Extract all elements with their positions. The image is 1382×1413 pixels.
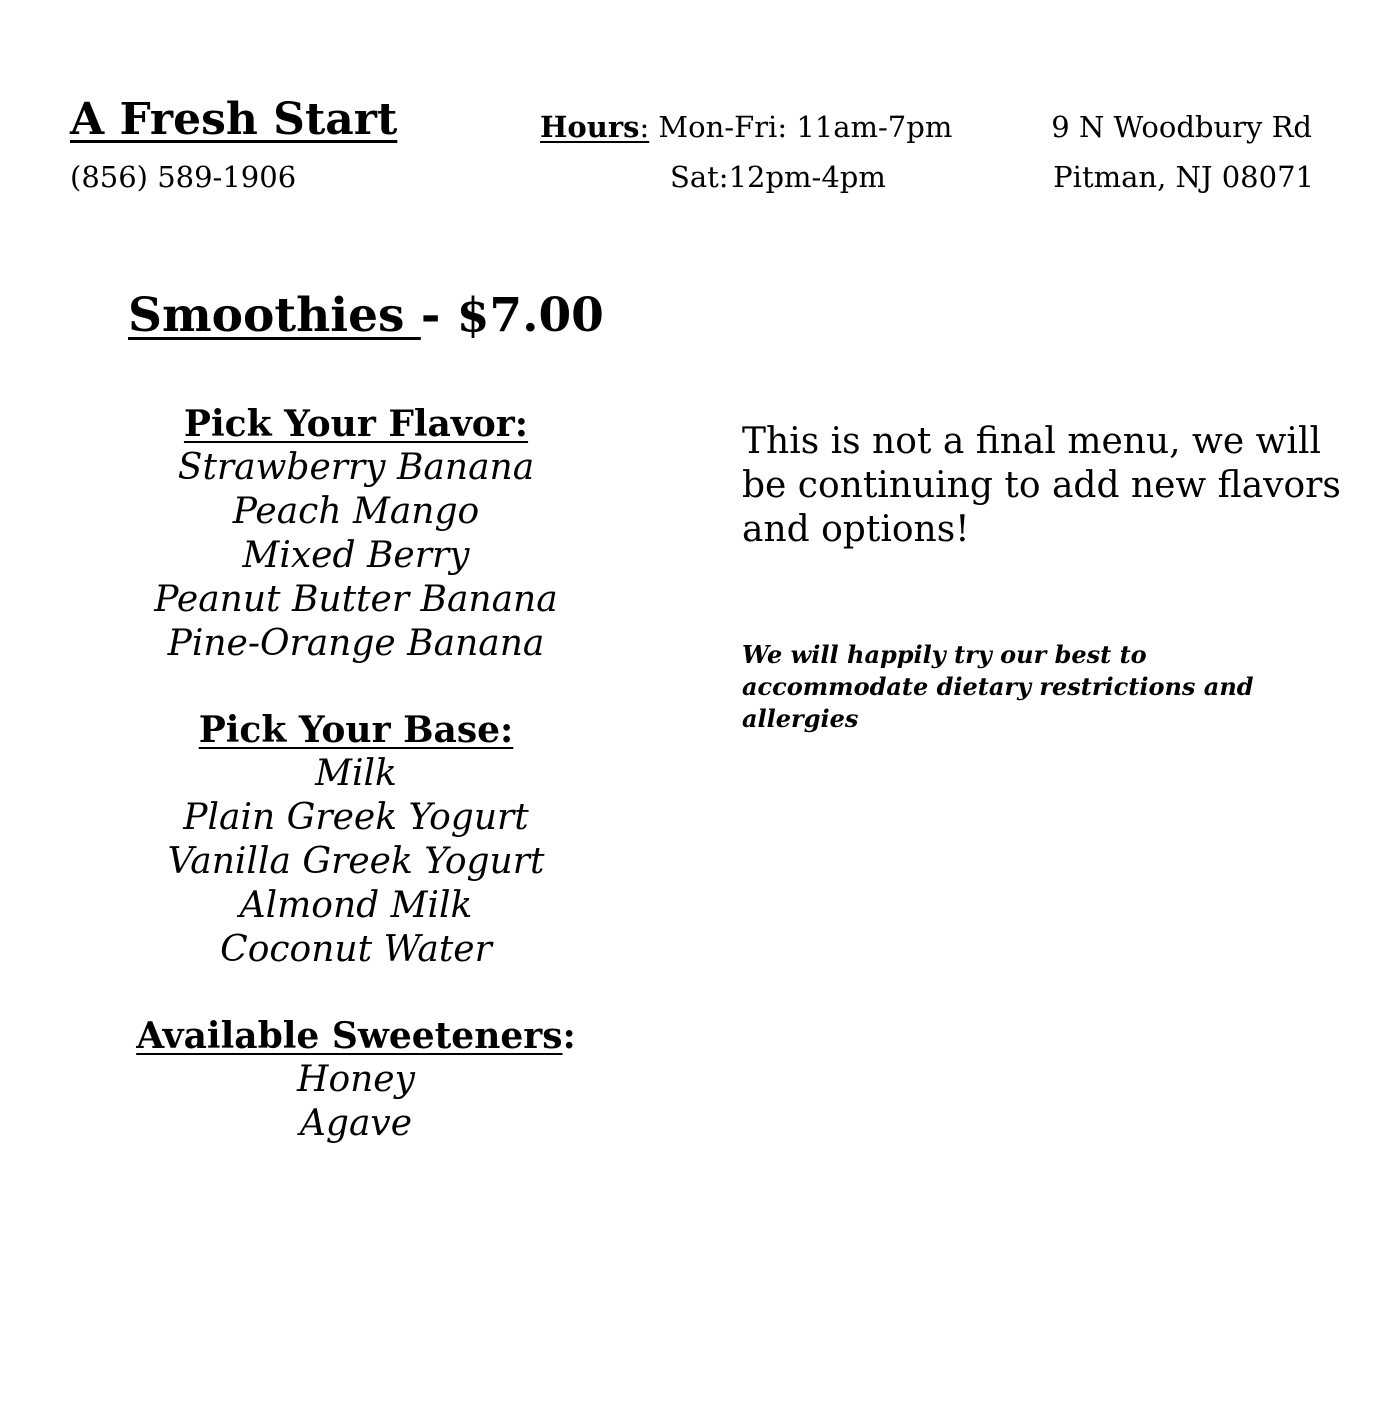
list-item: Peach Mango bbox=[232, 491, 480, 532]
list-item: Coconut Water bbox=[220, 929, 492, 970]
dietary-note: We will happily try our best to accommodate dietary restrictions and allergies bbox=[742, 640, 1254, 733]
menu-price: - $7.00 bbox=[420, 288, 604, 343]
hours-label: Hours bbox=[540, 110, 640, 144]
list-item: Honey bbox=[297, 1059, 415, 1100]
list-item: Mixed Berry bbox=[242, 535, 470, 576]
list-item: Plain Greek Yogurt bbox=[183, 797, 529, 838]
hours-weekday-line bbox=[540, 110, 952, 144]
base-group bbox=[86, 708, 626, 972]
hours-weekday: Mon-Fri: 11am-7pm bbox=[649, 110, 953, 144]
flavor-heading-text: Pick Your Flavor: bbox=[183, 403, 529, 445]
hours-label-colon: : bbox=[639, 110, 650, 144]
not-final-notice: This is not a final menu, we will be continuing to add new flavors and options! bbox=[742, 421, 1341, 550]
flavor-list bbox=[86, 446, 626, 666]
sweetener-heading-text: Available Sweeteners bbox=[136, 1015, 563, 1057]
list-item: Pine-Orange Banana bbox=[167, 623, 545, 664]
menu-section-name: Smoothies bbox=[128, 288, 421, 343]
list-item: Strawberry Banana bbox=[177, 447, 535, 488]
address-line-1: 9 N Woodbury Rd bbox=[1051, 110, 1312, 144]
flavor-heading bbox=[86, 402, 626, 446]
sweetener-heading-colon: : bbox=[562, 1015, 576, 1057]
menu-title bbox=[128, 288, 604, 343]
sweetener-list bbox=[86, 1058, 626, 1146]
sweetener-group bbox=[86, 1014, 626, 1146]
flavor-group bbox=[86, 402, 626, 666]
address-line-2: Pitman, NJ 08071 bbox=[1053, 160, 1314, 194]
base-heading-text: Pick Your Base: bbox=[198, 709, 514, 751]
list-item: Agave bbox=[299, 1103, 413, 1144]
base-heading bbox=[86, 708, 626, 752]
options-column bbox=[86, 402, 626, 1188]
phone-number: (856) 589-1906 bbox=[70, 160, 297, 194]
base-list bbox=[86, 752, 626, 972]
list-item: Almond Milk bbox=[239, 885, 473, 926]
business-name: A Fresh Start bbox=[70, 94, 398, 145]
sweetener-heading bbox=[86, 1014, 626, 1058]
list-item: Peanut Butter Banana bbox=[154, 579, 558, 620]
list-item: Vanilla Greek Yogurt bbox=[167, 841, 545, 882]
hours-saturday: Sat:12pm-4pm bbox=[670, 160, 886, 194]
list-item: Milk bbox=[315, 753, 397, 794]
